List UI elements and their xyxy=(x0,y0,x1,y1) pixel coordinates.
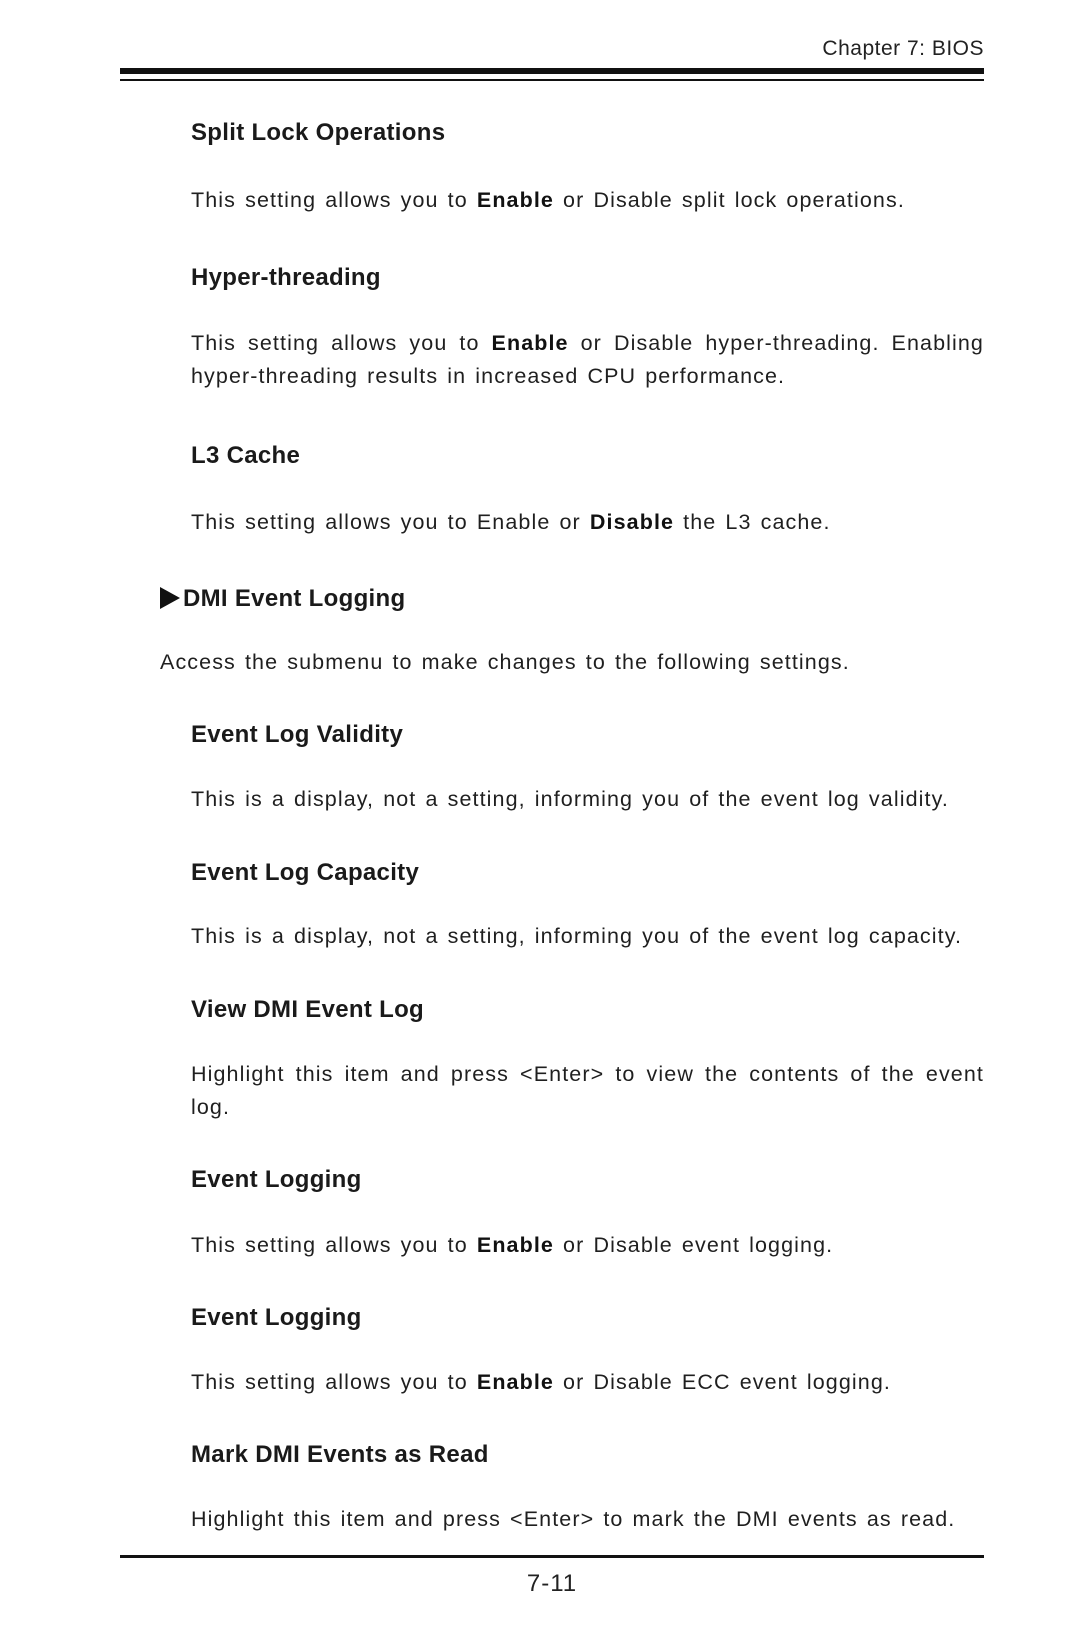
header-rule-thin xyxy=(120,79,984,81)
section-text-mark-dmi-events: Highlight this item and press <Enter> to mark the DMI events as read. xyxy=(191,1507,956,1531)
section-title-event-log-validity: Event Log Validity xyxy=(191,721,404,748)
section-text-split-lock: This setting allows you to Enable or Disable split lock operations. xyxy=(191,188,905,212)
section-text-dmi-event-logging: Access the submenu to make changes to the following settings. xyxy=(160,650,850,674)
footer-rule xyxy=(120,1555,984,1558)
section-text-hyper-threading: This setting allows you to Enable or Disable hyper-threading. Enabling hyper-threading results in increased CPU performance. xyxy=(191,331,984,388)
section-text-event-log-capacity: This is a display, not a setting, informing you of the event log capacity. xyxy=(191,924,963,948)
page-number: 7-11 xyxy=(526,1570,578,1597)
chapter-header: Chapter 7: BIOS xyxy=(822,37,984,60)
section-title-view-dmi-event-log: View DMI Event Log xyxy=(191,996,424,1023)
header-rule-thick xyxy=(120,68,984,74)
section-text-ecc-event-logging: This setting allows you to Enable or Disable ECC event logging. xyxy=(191,1370,891,1394)
section-title-event-logging: Event Logging xyxy=(191,1166,362,1193)
section-title-event-log-capacity: Event Log Capacity xyxy=(191,859,420,886)
section-title-dmi-event-logging: DMI Event Logging xyxy=(160,585,405,613)
section-title-hyper-threading: Hyper-threading xyxy=(191,264,381,291)
section-title-ecc-event-logging: Event Logging xyxy=(191,1304,362,1331)
section-title-split-lock: Split Lock Operations xyxy=(191,119,446,146)
section-text-l3-cache: This setting allows you to Enable or Disable the L3 cache. xyxy=(191,510,831,534)
section-text-event-logging: This setting allows you to Enable or Disable event logging. xyxy=(191,1233,834,1257)
section-text-view-dmi-event-log: Highlight this item and press <Enter> to view the contents of the event log. xyxy=(191,1062,984,1119)
section-text-event-log-validity: This is a display, not a setting, informing you of the event log validity. xyxy=(191,787,949,811)
section-title-l3-cache: L3 Cache xyxy=(191,442,301,469)
submenu-arrow-icon xyxy=(160,587,180,609)
section-title-mark-dmi-events: Mark DMI Events as Read xyxy=(191,1441,489,1468)
